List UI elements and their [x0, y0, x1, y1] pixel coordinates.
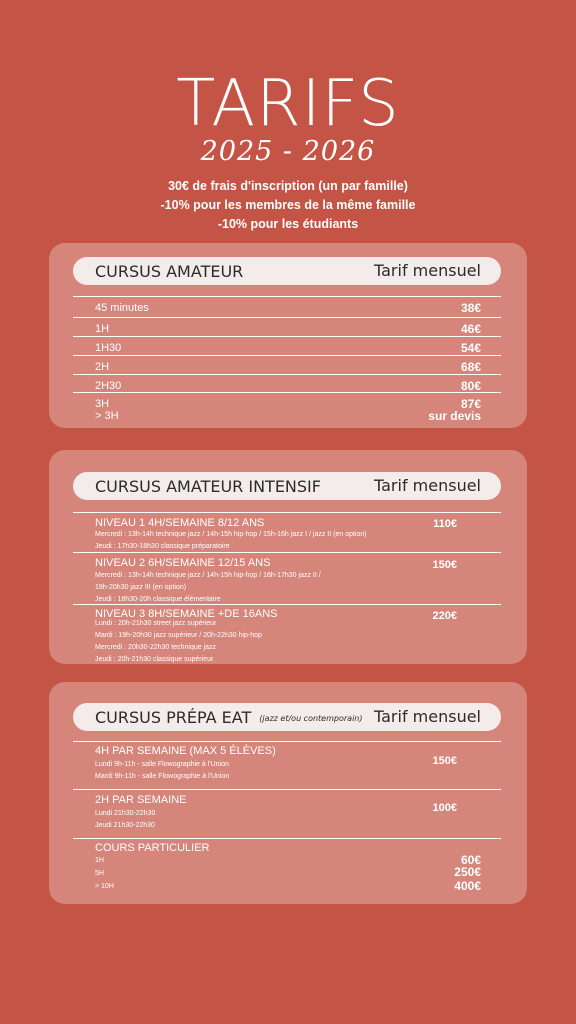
- rate-label: Tarif mensuel: [373, 707, 481, 726]
- schedule-line: Lundi 9h-11h - salle Flowographie à l'Union: [95, 761, 229, 768]
- schedule-line: Mercredi : 13h-14h technique jazz / 14h-15h hip-hop / 15h-16h jazz I / jazz II (en option): [95, 531, 367, 538]
- row-price: sur devis: [428, 409, 481, 423]
- level-schedule: [95, 570, 321, 606]
- row-label: 1H: [95, 323, 110, 335]
- note-inscription: 30€ de frais d'inscription (un par famille): [168, 179, 408, 193]
- row-label: 3H: [95, 398, 110, 410]
- section-header: [73, 257, 501, 285]
- page-title: TARIFS: [176, 67, 400, 141]
- section-title: [95, 708, 362, 727]
- row-price: 54€: [460, 341, 481, 355]
- level-heading: NIVEAU 3 8H/SEMAINE +DE 16ANS: [95, 608, 278, 620]
- row-label: 45 minutes: [95, 302, 149, 314]
- item-label: 1H: [95, 857, 104, 864]
- schedule-line: Jeudi : 20h-21h30 classique supérieur: [95, 656, 214, 663]
- item-label: > 10H: [95, 883, 114, 890]
- row-price: 46€: [460, 322, 481, 336]
- prepa-block: [73, 741, 501, 789]
- row-label: 2H30: [95, 380, 122, 392]
- level-block: [73, 552, 501, 604]
- section-header: [73, 472, 501, 500]
- price-row: [73, 374, 501, 394]
- price-row: [73, 355, 501, 375]
- block-schedule: [95, 759, 229, 783]
- schedule-line: Jeudi : 17h30-18h30 classique préparatoire: [95, 543, 230, 550]
- level-schedule: [95, 618, 262, 666]
- level-price: 150€: [432, 559, 457, 571]
- item-price: 250€: [454, 865, 481, 879]
- row-price: 87€: [460, 397, 481, 411]
- price-row: [73, 317, 501, 337]
- item-label: 5H: [95, 870, 104, 877]
- schedule-line: Mercredi : 20h30-22h30 technique jazz: [95, 644, 217, 651]
- registration-notes: [0, 177, 576, 234]
- block-price: 100€: [432, 802, 457, 814]
- block-price: 150€: [432, 755, 457, 767]
- row-label: 2H: [95, 361, 110, 373]
- level-schedule: [95, 529, 367, 553]
- card-cursus-prepa: [49, 682, 527, 904]
- price-row: [73, 408, 501, 426]
- level-heading: NIVEAU 2 6H/SEMAINE 12/15 ANS: [95, 557, 271, 569]
- level-block: [73, 512, 501, 552]
- schedule-line: Lundi : 20h-21h30 street jazz supérieur: [95, 620, 217, 627]
- schedule-line: Mardi : 19h-20h30 jazz supérieur / 20h-22h30 hip-hop: [95, 632, 262, 639]
- rate-label: Tarif mensuel: [373, 261, 481, 280]
- prepa-subtitle: (jazz et/ou contemporain): [259, 714, 363, 723]
- level-block: [73, 604, 501, 662]
- row-price: 80€: [460, 379, 481, 393]
- schedule-line: Mardi 9h-11h - salle Flowographie à l'Union: [95, 773, 230, 780]
- card-cursus-amateur: [49, 243, 527, 428]
- block-heading: 2H PAR SEMAINE: [95, 794, 187, 806]
- section-title: CURSUS AMATEUR INTENSIF: [95, 477, 321, 496]
- block-heading: COURS PARTICULIER: [95, 842, 210, 854]
- note-etudiants: -10% pour les étudiants: [217, 217, 359, 231]
- price-row: [73, 336, 501, 356]
- card-cursus-intensif: [49, 450, 527, 664]
- block-heading: 4H PAR SEMAINE (MAX 5 ÉLÈVES): [95, 745, 276, 757]
- section-header: [73, 703, 501, 731]
- price-row: [73, 296, 501, 316]
- particulier-block: [73, 838, 501, 900]
- prepa-title: CURSUS PRÉPA EAT: [95, 708, 252, 727]
- rate-label: Tarif mensuel: [373, 476, 481, 495]
- schedule-line: Jeudi : 18h30-20h classique élémentaire: [95, 596, 221, 603]
- section-title: CURSUS AMATEUR: [95, 262, 244, 281]
- level-heading: NIVEAU 1 4H/SEMAINE 8/12 ANS: [95, 517, 265, 529]
- block-schedule: [95, 808, 155, 832]
- note-famille: -10% pour les membres de la même famille: [160, 198, 416, 212]
- season-years: 2025 - 2026: [200, 136, 376, 167]
- level-price: 220€: [432, 610, 457, 622]
- schedule-line: Jeudi 21h30-22h30: [95, 822, 155, 829]
- level-price: 110€: [433, 518, 457, 530]
- item-price: 60€: [460, 853, 481, 867]
- row-price: 68€: [460, 360, 481, 374]
- row-price: 38€: [460, 301, 481, 315]
- item-price: 400€: [454, 879, 481, 893]
- prepa-block: [73, 789, 501, 838]
- schedule-line: Lundi 21h30-22h30: [95, 810, 156, 817]
- schedule-line: 19h-20h30 jazz III (en option): [95, 584, 187, 591]
- schedule-line: Mercredi : 13h-14h technique jazz / 14h-15h hip-hop / 16h-17h30 jazz II /: [95, 572, 321, 579]
- row-label: 1H30: [95, 342, 122, 354]
- row-label: > 3H: [95, 410, 119, 422]
